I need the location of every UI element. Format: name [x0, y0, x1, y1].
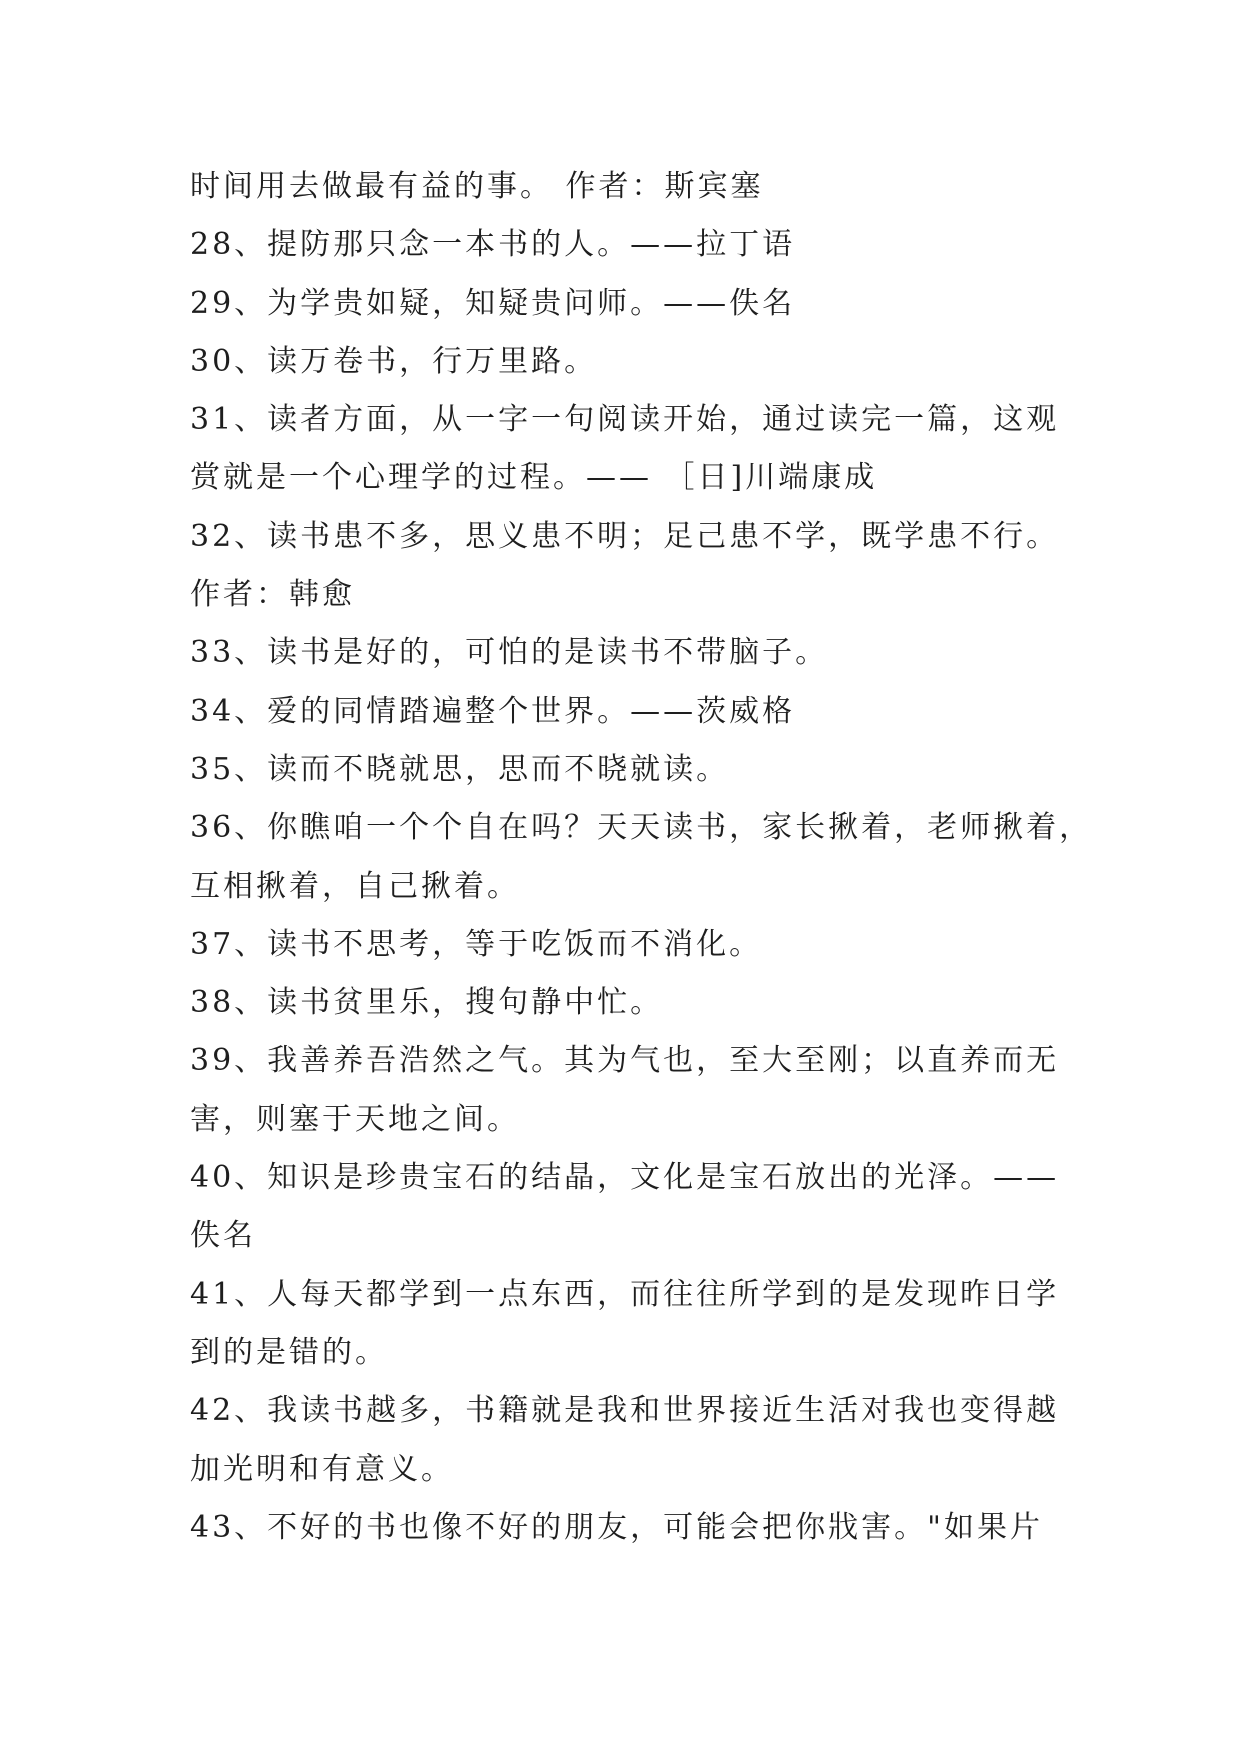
- text-line: 38、读书贫里乐，搜句静中忙。: [190, 985, 664, 1021]
- text-line: 时间用去做最有益的事。 作者：斯宾塞: [190, 169, 764, 204]
- text-line: 36、你瞧咱一个个自在吗？天天读书，家长揪着，老师揪着，: [190, 810, 1093, 846]
- text-line: 赏就是一个心理学的过程。—— ［日]川端康成: [190, 460, 878, 496]
- text-line: 作者：韩愈: [190, 577, 355, 613]
- text-line: 32、读书患不多，思义患不明；足己患不学，既学患不行。: [190, 518, 1060, 554]
- text-line: 40、知识是珍贵宝石的结晶，文化是宝石放出的光泽。——: [190, 1160, 1060, 1196]
- text-line: 佚名: [190, 1218, 256, 1254]
- text-line: 到的是错的。: [190, 1334, 388, 1370]
- text-line: 43、不好的书也像不好的朋友，可能会把你戕害。"如果片: [190, 1509, 1043, 1545]
- text-line: 35、读而不晓就思，思而不晓就读。: [190, 751, 730, 787]
- text-line: 28、提防那只念一本书的人。——拉丁语: [190, 227, 796, 263]
- text-line: 31、读者方面，从一字一句阅读开始，通过读完一篇，这观: [190, 402, 1060, 438]
- text-line: 41、人每天都学到一点东西，而往往所学到的是发现昨日学: [190, 1276, 1060, 1312]
- text-line: 29、为学贵如疑，知疑贵问师。——佚名: [190, 285, 796, 321]
- text-line: 互相揪着，自己揪着。: [190, 868, 520, 904]
- text-line: 34、爱的同情踏遍整个世界。——茨威格: [190, 693, 796, 729]
- text-line: 42、我读书越多，书籍就是我和世界接近生活对我也变得越: [190, 1393, 1060, 1429]
- text-line: 30、读万卷书，行万里路。: [190, 343, 598, 379]
- text-line: 害，则塞于天地之间。: [190, 1101, 520, 1137]
- text-line: 加光明和有意义。: [190, 1451, 454, 1487]
- text-line: 37、读书不思考，等于吃饭而不消化。: [190, 926, 763, 962]
- quote-list: [190, 158, 1093, 1557]
- text-line: 39、我善养吾浩然之气。其为气也，至大至刚；以直养而无: [190, 1043, 1060, 1079]
- text-line: 33、读书是好的，可怕的是读书不带脑子。: [190, 635, 829, 671]
